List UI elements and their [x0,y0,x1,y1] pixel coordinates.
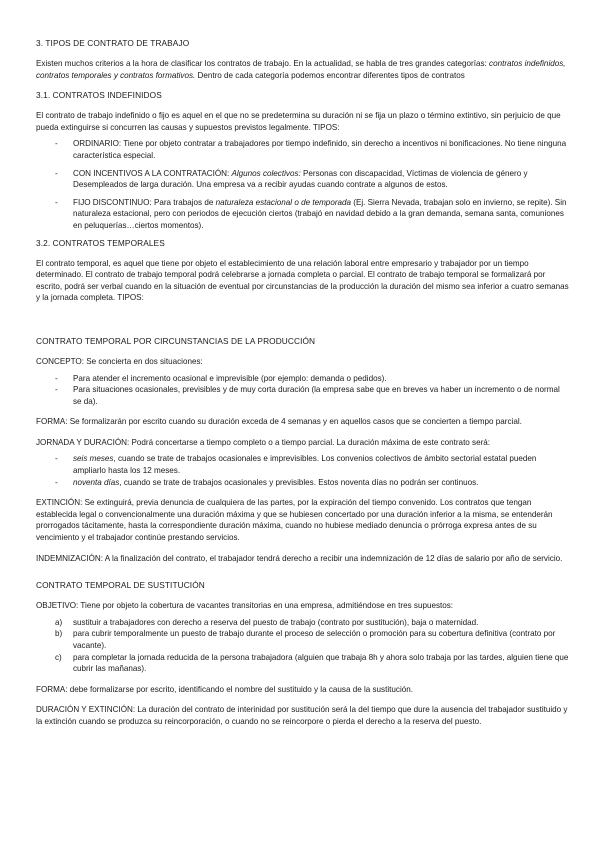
section-3-2-heading: 3.2. CONTRATOS TEMPORALES [36,237,165,248]
section-3-intro: Existen muchos criterios a la hora de clasificar los contratos de trabajo. En la actualidad, se habla de tres grandes categorías: contratos indefinidos, contratos temporales y contratos formativos. Dentro de cada categoría podemos encontrar diferentes tipos de contratos [36,59,566,80]
section-3-heading: 3. TIPOS DE CONTRATO DE TRABAJO [36,38,190,48]
substitution-contract-heading: CONTRATO TEMPORAL DE SUSTITUCIÓN [36,580,205,591]
list-item: - FIJO DISCONTINUO: Para trabajos de naturaleza estacional o de temporada (Ej. Sierra Nevada, trabajan solo en invierno, se repite). Sin naturaleza estacional, pero con periodos de ejecución ciertos (trabajó en navidad debido a la gran demanda, semana santa, comuniones en peluquerías…ciertos momentos). [36,197,570,232]
list-item: - ORDINARIO: Tiene por objeto contratar a trabajadores por tiempo indefinido, sin derecho a incentivos ni bonificaciones. No tiene ninguna característica especial. [36,138,570,161]
substitution-duracion: DURACIÓN Y EXTINCIÓN: La duración del contrato de interinidad por sustitución será la del tiempo que dure la ausencia del trabajador sustituido y la extinción cuando se produzca su reincorporación, o cuando no se reincorpore o pierda el derecho a la reserva del puesto. [36,705,568,726]
list-item: c) para completar la jornada reducida de la persona trabajadora (alguien que trabaja 8h y ahora solo trabaja por las tardes, alguien tiene que cubrir las mañanas). [55,652,569,674]
production-concepto-list [36,373,570,408]
production-jornada: JORNADA Y DURACIÓN: Podrá concertarse a tiempo completo o a tiempo parcial. La duración máxima de este contrato será: [36,437,491,447]
production-indemnizacion: INDEMNIZACIÓN: A la finalización del contrato, el trabajador tendrá derecho a recibir una indemnización de 12 días de salario por año de servicio. [36,553,563,563]
section-3-1-intro: El contrato de trabajo indefinido o fijo es aquel en el que no se predetermina su duración ni se fija un plazo o término extintivo, sin perjuicio de que pueda extinguirse si concurren las causas y supuestos previstos legalmente. TIPOS: [36,111,561,132]
list-item: a) sustituir a trabajadores con derecho a reserva del puesto de trabajo (contrato por sustitución), baja o maternidad. [55,617,479,627]
list-item: - Para atender el incremento ocasional e imprevisible (por ejemplo: demanda o pedidos). [36,373,570,385]
list-item: - seis meses, cuando se trate de trabajos ocasionales e imprevisibles. Los convenios colectivos de ámbito sectorial estatal pueden ampliarlo hasta los 12 meses. [36,453,570,476]
substitution-objetivo: OBJETIVO: Tiene por objeto la cobertura de vacantes transitorias en una empresa, admitiéndose en tres supuestos: [36,601,454,611]
section-3-2-intro: El contrato temporal, es aquel que tiene por objeto el establecimiento de una relación laboral entre empresario y trabajador por un tiempo determinado. El contrato de trabajo temporal podrá celebrarse a jornada completa o parcial. El contrato de trabajo temporal se formalizará por escrito, podrá ser verbal cuando en la situación de eventual por circunstancias de la producción la duración del mismo sea inferior a cuatro semanas y la jornada completa. TIPOS: [36,258,569,303]
list-item: - noventa días, cuando se trate de trabajos ocasionales y previsibles. Estos noventa días no podrán ser continuos. [36,477,570,489]
substitution-forma: FORMA: debe formalizarse por escrito, identificando el nombre del sustituido y la causa de la sustitución. [36,684,413,694]
production-extincion: EXTINCIÓN: Se extinguirá, previa denuncia de cualquiera de las partes, por la expiración del tiempo convenido. Los contratos que tengan establecida legal o convencionalmente una duración máxima y que se hubiesen concertado por una duración inferior a la misma, se entenderán prorrogados tácitamente, hasta la correspondiente duración máxima, cuando no hubiese mediado denuncia o prórroga expresa antes de su vencimiento y el trabajador continúe prestando servicios. [36,498,553,543]
section-3-1-heading: 3.1. CONTRATOS INDEFINIDOS [36,90,162,101]
production-concepto: CONCEPTO: Se concierta en dos situaciones: [36,356,203,366]
substitution-cases-list [36,617,570,675]
indefinite-types-list [36,138,570,231]
list-item: b) para cubrir temporalmente un puesto de trabajo durante el proceso de selección o promoción para su cobertura definitiva (contrato por vacante). [55,629,556,650]
production-forma: FORMA: Se formalizarán por escrito cuando su duración exceda de 4 semanas y en aquellos casos que se concierten a tiempo parcial. [36,417,522,427]
production-contract-heading: CONTRATO TEMPORAL POR CIRCUNSTANCIAS DE LA PRODUCCIÓN [36,335,316,346]
production-jornada-list [36,453,570,488]
list-item: - CON INCENTIVOS A LA CONTRATACIÓN: Algunos colectivos: Personas con discapacidad, Víctimas de violencia de género y Desempleados de larga duración. Una empresa va a recibir ayudas cuando contrate a algunos de estos. [36,168,570,191]
list-item: - Para situaciones ocasionales, previsibles y de muy corta duración (la empresa sabe que en breves va haber un incremento o de normal se da). [36,384,570,407]
